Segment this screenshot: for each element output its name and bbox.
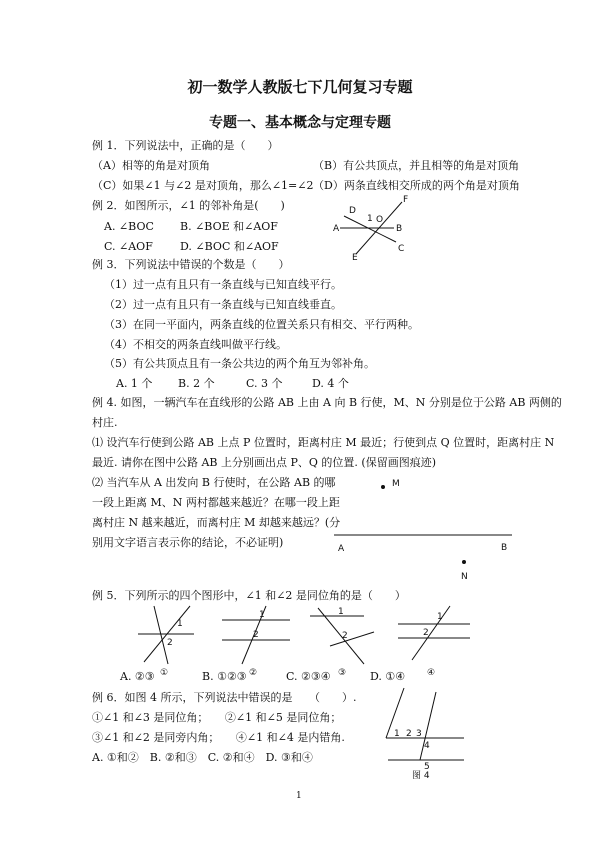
- ex3-choice-d: D. 4 个: [312, 377, 349, 390]
- label-angle-1: 1: [367, 214, 373, 224]
- ex4-road-villages-figure: [330, 478, 520, 588]
- ex3-choice-b: B. 2 个: [178, 377, 215, 390]
- ex4-part1-line1: ⑴ 设汽车行使到公路 AB 上点 P 位置时，距离村庄 M 最近；行使到点 Q 位置时，距离村庄 N: [92, 436, 555, 449]
- line: [412, 606, 450, 660]
- label-a: A: [333, 224, 340, 234]
- angle-label: 4: [424, 741, 430, 751]
- ex3-item: （4）不相交的两条直线叫做平行线。: [104, 338, 287, 351]
- angle-label-2: 2: [342, 631, 348, 641]
- label-n: N: [461, 572, 468, 582]
- ex5-question: 例 5．下列所示的四个图形中，∠1 和∠2 是同位角的是（ ）: [92, 589, 406, 602]
- ex6-figure-4: [378, 688, 478, 783]
- ex5-choice-a: A. ②③: [120, 670, 155, 683]
- ex1-option-a: （A）相等的角是对顶角: [92, 159, 210, 172]
- angle-label-2: 2: [167, 638, 173, 648]
- line: [330, 632, 374, 646]
- ex6-choices: A. ①和② B. ②和③ C. ②和④ D. ③和④: [92, 751, 313, 764]
- angle-label-2: 2: [423, 628, 429, 638]
- ex4-part1-line2: 最近. 请你在图中公路 AB 上分别画出点 P、Q 的位置. (保留画图痕迹): [92, 456, 437, 469]
- ex3-item: （3）在同一平面内，两条直线的位置关系只有相交、平行两种。: [104, 318, 419, 331]
- figure-number: ③: [338, 668, 347, 678]
- ex4-question-line1: 例 4. 如图，一辆汽车在直线形的公路 AB 上由 A 向 B 行使，M、N 分别是位于公路 AB 两侧的: [92, 396, 562, 409]
- ex1-option-c: （C）如果∠1 与∠2 是对顶角，那么∠1=∠2: [92, 179, 314, 192]
- ex1-option-d: （D）两条直线相交所成的两个角是对顶角: [313, 179, 520, 192]
- ex3-item: （1）过一点有且只有一条直线与已知直线平行。: [104, 278, 342, 291]
- ex2-option-c: C. ∠AOF: [104, 240, 153, 253]
- angle-label-1: 1: [259, 610, 265, 620]
- ex2-option-b: B. ∠BOE 和∠AOF: [180, 220, 278, 233]
- village-m-dot: [381, 485, 385, 489]
- ex1-question: 例 1．下列说法中，正确的是（ ）: [92, 139, 279, 152]
- angle-label: 3: [416, 729, 422, 739]
- ex1-option-b: （B）有公共顶点，并且相等的角是对顶角: [313, 159, 520, 172]
- label-b: B: [396, 224, 403, 234]
- ex5-figure-3: [308, 606, 378, 678]
- angle-label: 5: [424, 762, 430, 772]
- label-a: A: [338, 544, 345, 554]
- ex5-choice-c: C. ②③④: [286, 670, 331, 683]
- village-n-dot: [462, 560, 466, 564]
- label-c: C: [398, 244, 405, 254]
- ex6-question: 例 6．如图 4 所示，下列说法中错误的是 （ ）.: [92, 691, 357, 704]
- angle-label: 2: [406, 729, 412, 739]
- ex5-choice-b: B. ①②③: [202, 670, 247, 683]
- label-m: M: [392, 479, 400, 489]
- figure-number: ②: [249, 668, 258, 678]
- ex5-figure-1: [138, 606, 198, 678]
- label-d: D: [349, 206, 356, 216]
- angle-label-1: 1: [338, 607, 344, 617]
- ex4-part2-line: 别用文字语言表示你的结论，不必证明): [92, 536, 284, 549]
- label-o: O: [376, 215, 384, 225]
- angle-label-1: 1: [177, 619, 183, 629]
- angle-label: 1: [394, 729, 400, 739]
- ex3-choice-c: C. 3 个: [246, 377, 283, 390]
- ex2-question: 例 2．如图所示，∠1 的邻补角是( ): [92, 199, 285, 212]
- ex3-item: （2）过一点有且只有一条直线与已知直线垂直。: [104, 298, 342, 311]
- ex4-question-line2: 村庄.: [92, 416, 118, 429]
- page-title: 初一数学人教版七下几何复习专题: [187, 78, 413, 96]
- label-b: B: [501, 543, 508, 553]
- ex6-statements-line1: ①∠1 和∠3 是同位角； ②∠1 和∠5 是同位角；: [92, 711, 342, 724]
- section-subtitle: 专题一、基本概念与定理专题: [209, 115, 391, 131]
- ex2-option-a: A. ∠BOC: [104, 220, 154, 233]
- ex3-question: 例 3．下列说法中错误的个数是（ ）: [92, 258, 290, 271]
- figure-number: ④: [427, 668, 436, 678]
- ex6-statements-line2: ③∠1 和∠2 是同旁内角； ④∠1 和∠4 是内错角.: [92, 731, 345, 744]
- page-number: 1: [296, 791, 302, 801]
- ex4-part2-line: 离村庄 N 越来越近，而离村庄 M 却越来越远？(分: [92, 516, 341, 529]
- label-e: E: [352, 253, 358, 263]
- ex4-part2-line: 一段上距离 M、N 两村都越来越近？在哪一段上距: [92, 496, 340, 509]
- angle-label-1: 1: [437, 612, 443, 622]
- ex3-item: （5）有公共顶点且有一条公共边的两个角互为邻补角。: [104, 357, 375, 370]
- figure-caption: 图 4: [412, 771, 430, 781]
- ex5-choice-d: D. ①④: [370, 670, 406, 683]
- ex5-figure-4: [394, 606, 474, 678]
- ex4-part2-line: ⑵ 当汽车从 A 出发向 B 行使时，在公路 AB 的哪: [92, 476, 336, 489]
- ex2-intersecting-lines-figure: [330, 192, 410, 262]
- figure-number: ①: [160, 668, 169, 678]
- ex3-choice-a: A. 1 个: [116, 377, 153, 390]
- ex5-figure-2: [216, 606, 296, 678]
- angle-label-2: 2: [253, 630, 259, 640]
- ex2-option-d: D. ∠BOC 和∠AOF: [180, 240, 279, 253]
- label-f: F: [403, 195, 409, 205]
